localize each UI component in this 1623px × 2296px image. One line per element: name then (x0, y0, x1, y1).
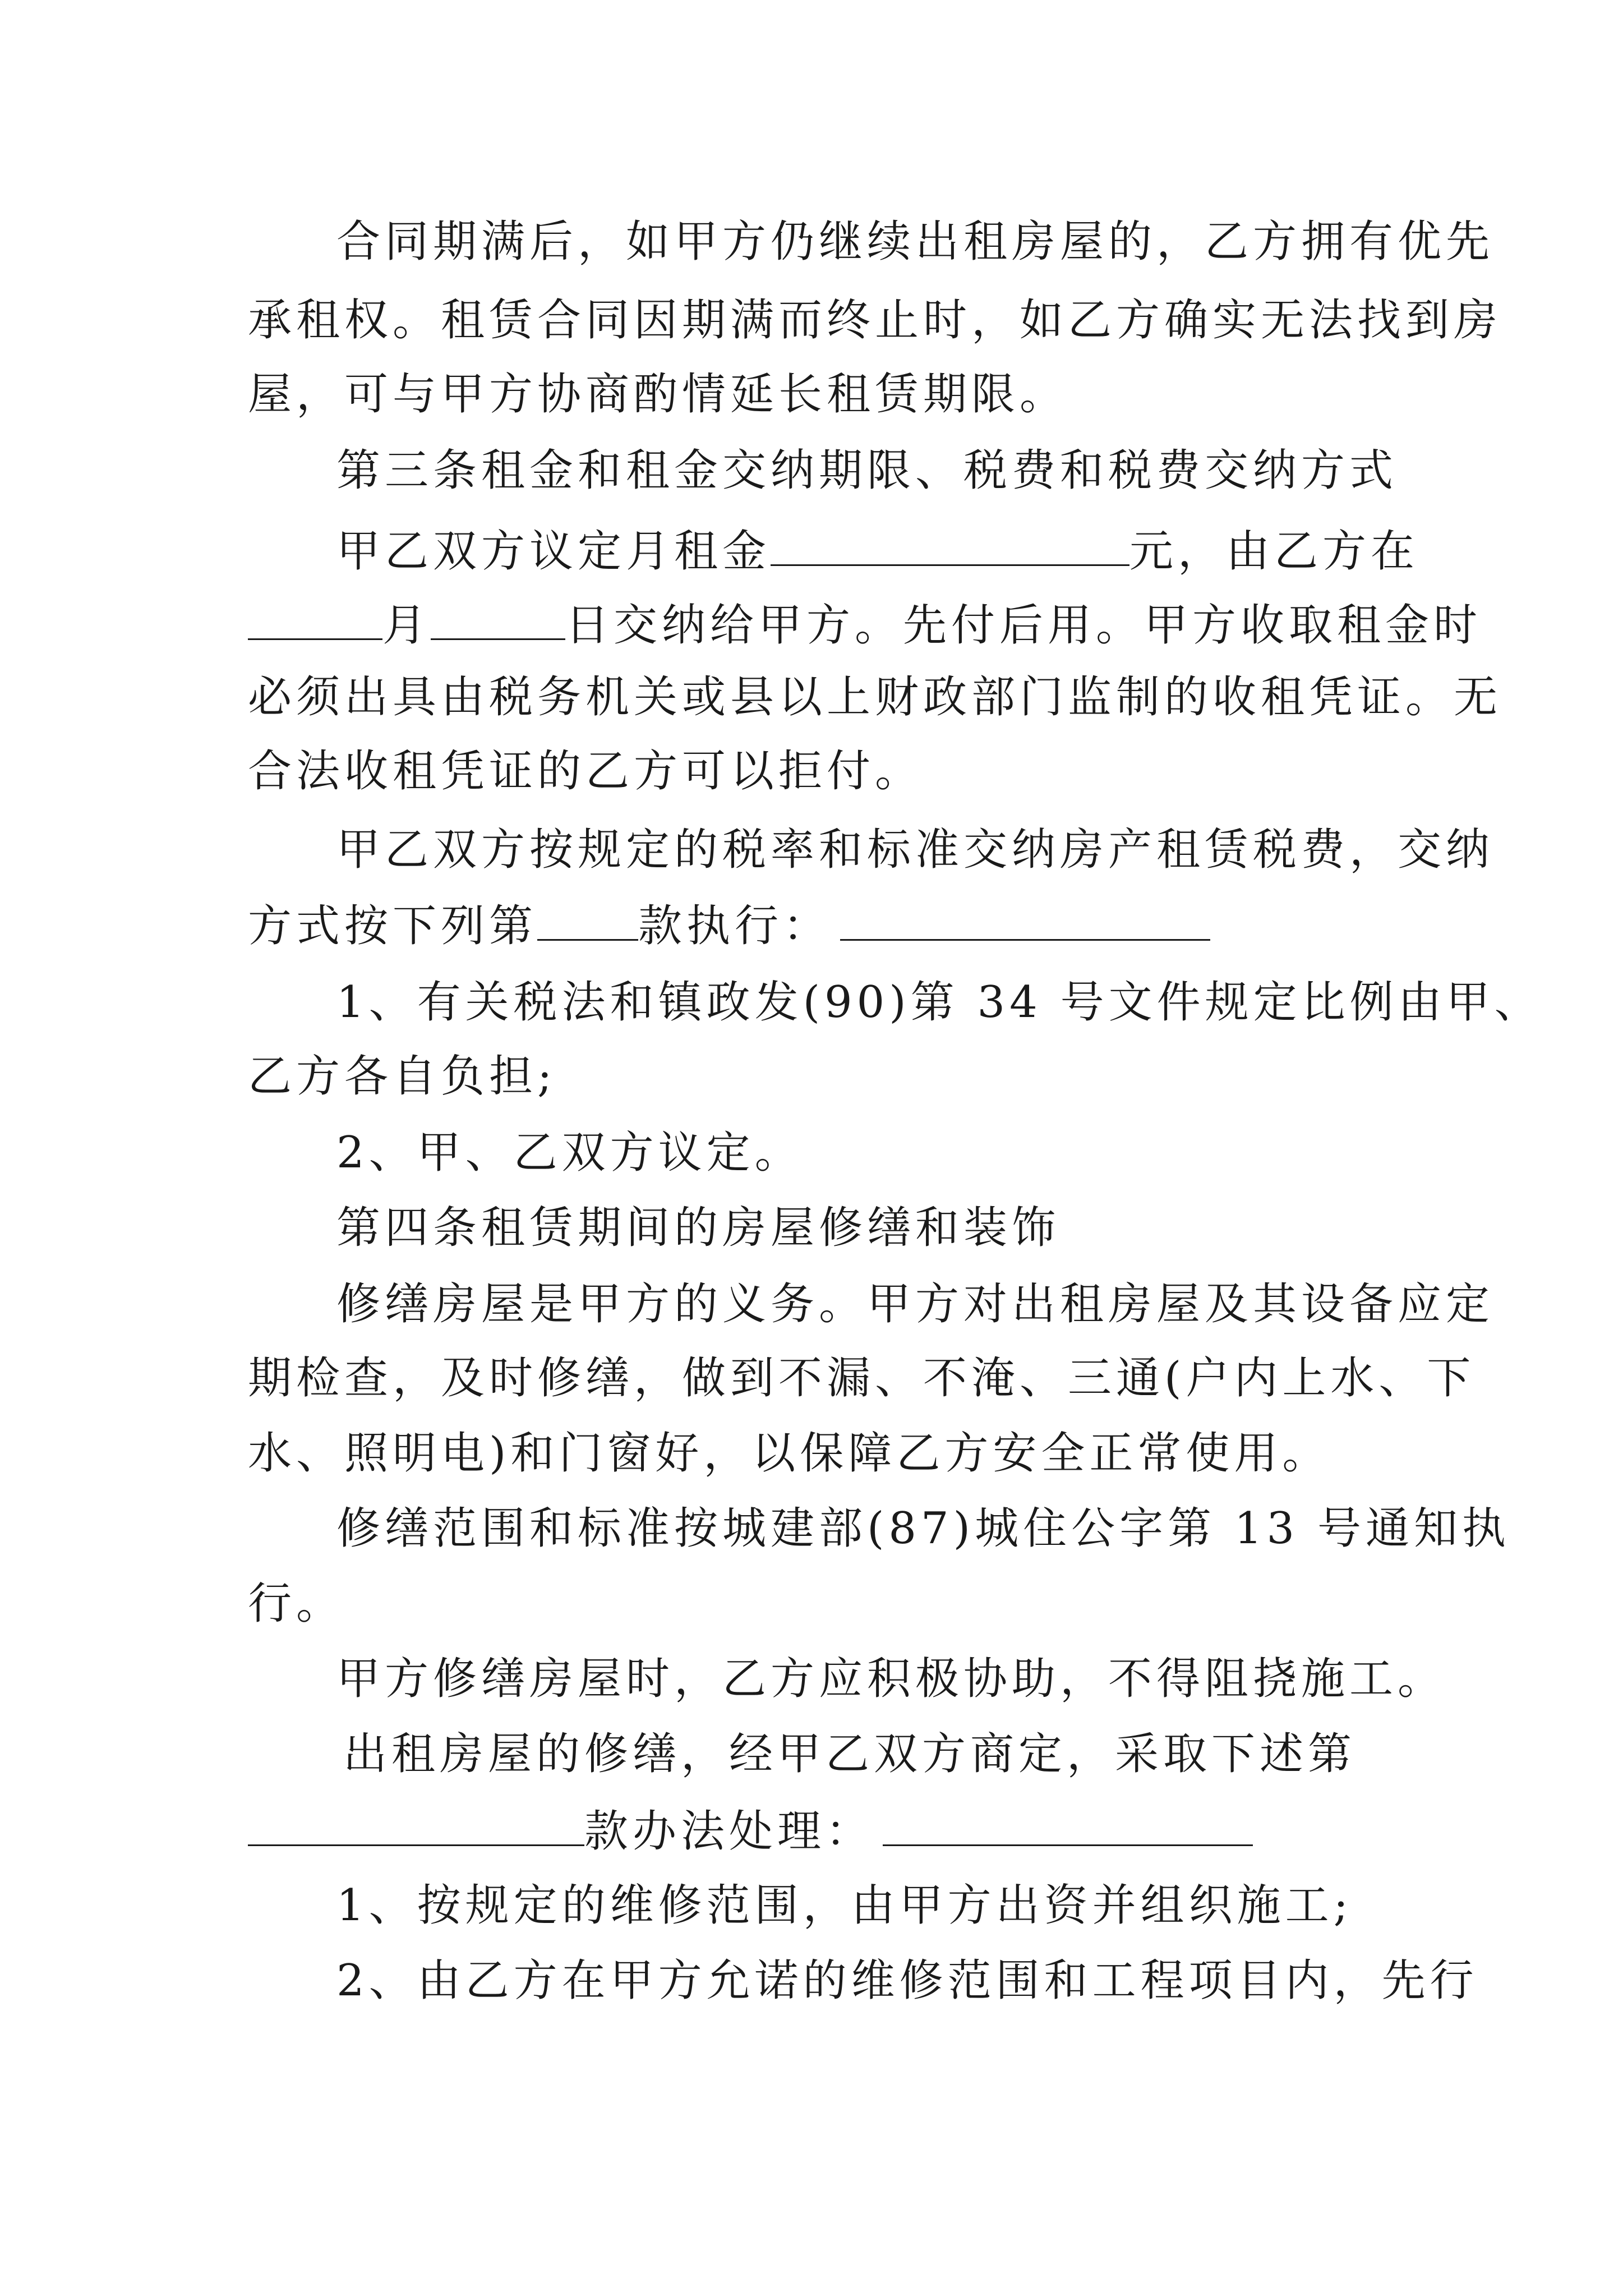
month-label: 月 (382, 600, 431, 651)
paragraph-line: 甲方修缮房屋时，乙方应积极协助，不得阻挠施工。 (336, 1654, 1446, 1704)
repair-method-number-blank[interactable] (248, 1807, 584, 1846)
month-blank[interactable] (248, 601, 382, 640)
paragraph-line: 承租权。租赁合同因期满而终止时，如乙方确实无法找到房 (248, 295, 1502, 346)
rent-date-text: 日交纳给甲方。先付后用。甲方收取租金时 (565, 600, 1482, 651)
paragraph-line: 修缮范围和标准按城建部(87)城住公字第 13 号通知执 (336, 1503, 1510, 1554)
rent-date-line (248, 600, 1482, 651)
rent-amount-blank[interactable] (771, 527, 1129, 566)
paragraph-line: 出租房屋的修缮，经甲乙双方商定，采取下述第 (343, 1729, 1357, 1779)
repair-method-detail-blank[interactable] (883, 1807, 1253, 1846)
list-item: 2、甲、乙双方议定。 (336, 1128, 803, 1178)
paragraph-line: 水、照明电)和门窗好，以保障乙方安全正常使用。 (248, 1428, 1331, 1479)
tax-clause-line (248, 901, 1210, 951)
repair-method-line (248, 1806, 1253, 1857)
paragraph-line: 合法收租凭证的乙方可以拒付。 (248, 746, 924, 797)
tax-clause-detail-blank[interactable] (840, 902, 1210, 941)
paragraph-line: 修缮房屋是甲方的义务。甲方对出租房屋及其设备应定 (336, 1279, 1495, 1329)
rent-amount-line (336, 526, 1419, 577)
list-item-continuation: 乙方各自负担; (248, 1051, 557, 1102)
rent-amount-label: 甲乙双方议定月租金 (336, 526, 771, 577)
section-heading-article-4: 第四条租赁期间的房屋修缮和装饰 (336, 1203, 1061, 1253)
rent-amount-suffix: 元，由乙方在 (1129, 526, 1419, 577)
tax-clause-suffix: 款执行： (638, 901, 832, 951)
paragraph-line: 屋，可与甲方协商酌情延长租赁期限。 (248, 369, 1068, 420)
repair-method-label: 款办法处理： (584, 1806, 874, 1857)
paragraph-line: 甲乙双方按规定的税率和标准交纳房产租赁税费，交纳 (336, 825, 1495, 875)
paragraph-line: 必须出具由税务机关或县以上财政部门监制的收租凭证。无 (248, 672, 1502, 723)
paragraph-line: 行。 (248, 1579, 345, 1629)
list-item: 1、按规定的维修范围，由甲方出资并组织施工; (336, 1880, 1353, 1931)
tax-clause-label: 方式按下列第 (248, 901, 538, 951)
section-heading-article-3: 第三条租金和租金交纳期限、税费和税费交纳方式 (336, 445, 1398, 496)
tax-clause-number-blank[interactable] (537, 902, 638, 941)
list-item: 2、由乙方在甲方允诺的维修范围和工程项目内，先行 (336, 1955, 1478, 2006)
paragraph-line: 合同期满后，如甲方仍继续出租房屋的，乙方拥有优先 (336, 217, 1495, 267)
list-item: 1、有关税法和镇政发(90)第 34 号文件规定比例由甲、 (336, 977, 1543, 1028)
day-blank[interactable] (431, 601, 565, 640)
paragraph-line: 期检查，及时修缮，做到不漏、不淹、三通(户内上水、下 (248, 1353, 1476, 1404)
